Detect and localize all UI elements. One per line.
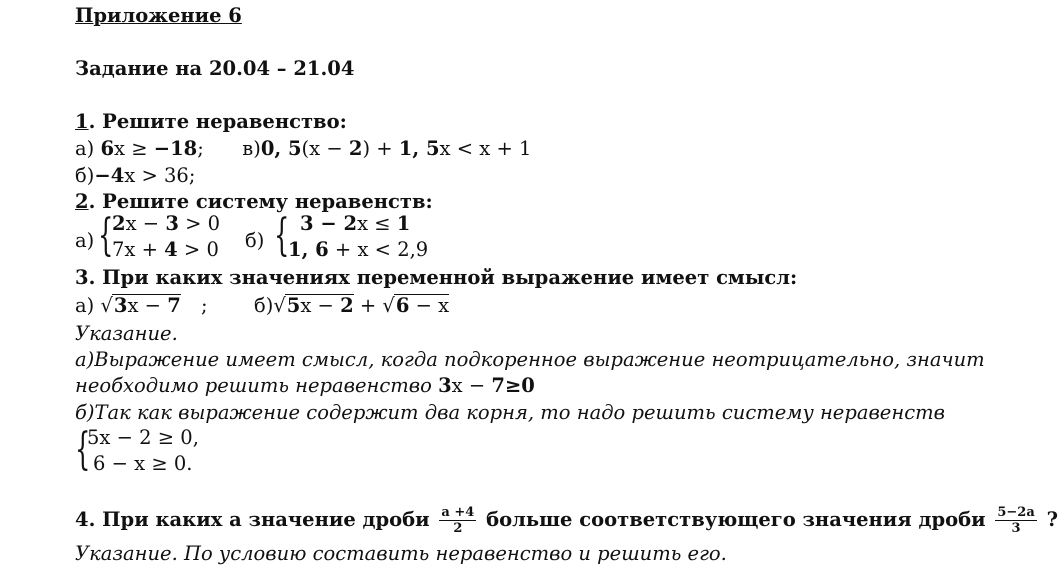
- task4-text3: ?: [1039, 508, 1058, 531]
- task3-a-end: ;: [200, 294, 208, 317]
- task3-row: [75, 294, 449, 318]
- task3-a-radicand: 3x − 7: [113, 294, 181, 317]
- task3-b-plus: +: [353, 294, 383, 317]
- sqrt-icon: √: [100, 294, 113, 317]
- sqrt-icon: √: [273, 294, 286, 317]
- task4-text1: 4. При каких a значение дроби: [75, 508, 437, 531]
- brace-icon: {: [98, 210, 114, 261]
- task4-fraction2: [995, 505, 1036, 536]
- fraction1-numerator: a +4: [441, 505, 475, 520]
- task2-b-row1: 3 − 2x ≤ 1: [300, 212, 411, 235]
- task2-number: 2: [75, 190, 89, 213]
- task1-a-rhs: −18: [153, 137, 198, 160]
- task2-a-label: а): [75, 229, 95, 252]
- hint3-title: Указание.: [75, 322, 178, 345]
- task4-question: [75, 503, 1058, 537]
- task1-number: 1: [75, 110, 89, 133]
- task2-a-row1: 2x − 3 > 0: [112, 212, 221, 235]
- task1-title: [75, 110, 347, 134]
- brace-icon: {: [75, 424, 91, 475]
- task3-b-radicand2: 6 − x: [395, 294, 450, 317]
- hint3-b-line1: б)Так как выражение содержит два корня, то надо решить систему неравенств: [75, 401, 945, 424]
- task1-a-label: а): [75, 137, 95, 160]
- hint3-sys-row1: 5x − 2 ≥ 0,: [87, 426, 199, 449]
- task1-v-e2: ) +: [362, 137, 399, 160]
- task1-b-expr: x > 36;: [124, 164, 196, 187]
- hint3-sys-row2: 6 − x ≥ 0.: [93, 452, 193, 475]
- task3-title: 3. При каких значениях переменной выражение имеет смысл:: [75, 266, 798, 289]
- task1-v-c2: 2: [348, 137, 363, 160]
- task1-a-coef: 6: [100, 137, 115, 160]
- task2-a-row2: 7x + 4 > 0: [112, 238, 219, 261]
- hint3-a-line2: необходимо решить неравенство 3x − 7≥0: [75, 374, 535, 397]
- sqrt-icon: √: [382, 294, 395, 317]
- task1-v-label: в): [242, 137, 261, 160]
- brace-icon: {: [274, 210, 290, 261]
- task1-title-text: . Решите неравенство:: [88, 110, 347, 133]
- task1-v-c3: 1, 5: [398, 137, 440, 160]
- task1-b-label: б): [75, 164, 95, 187]
- fraction2-numerator: 5−2a: [997, 505, 1035, 520]
- task2-b-label: б): [245, 229, 265, 252]
- task1-b-coef: −4: [94, 164, 125, 187]
- task2-title: [75, 190, 433, 214]
- task1-row-b: [75, 164, 195, 188]
- task1-v-c1: 0, 5: [260, 137, 302, 160]
- task4-text2: больше соответствующего значения дроби: [479, 508, 993, 531]
- hint3-a-line1: а)Выражение имеет смысл, когда подкоренное выражение неотрицательно, значит: [75, 348, 985, 371]
- task3-a-label: а): [75, 294, 95, 317]
- fraction2-denominator: 3: [1011, 521, 1021, 536]
- task2-b-row2: 1, 6 + x < 2,9: [288, 238, 429, 261]
- task4-fraction1: [439, 505, 476, 536]
- task1-a-end: ;: [197, 137, 204, 160]
- fraction1-denominator: 2: [453, 521, 463, 536]
- hint4: Указание. По условию составить неравенство и решить его.: [75, 542, 727, 565]
- task1-v-e3: x < x + 1: [439, 137, 532, 160]
- task2-title-text: . Решите систему неравенств:: [88, 190, 433, 213]
- task1-row-a-v: [75, 137, 531, 161]
- task1-v-e1: (x −: [301, 137, 349, 160]
- task3-b-label: б): [253, 294, 274, 317]
- task3-b-radicand1: 5x − 2: [286, 294, 354, 317]
- task1-a-expr: x ≥: [114, 137, 154, 160]
- appendix-heading: Приложение 6: [75, 4, 242, 27]
- assignment-title: Задание на 20.04 – 21.04: [75, 57, 355, 80]
